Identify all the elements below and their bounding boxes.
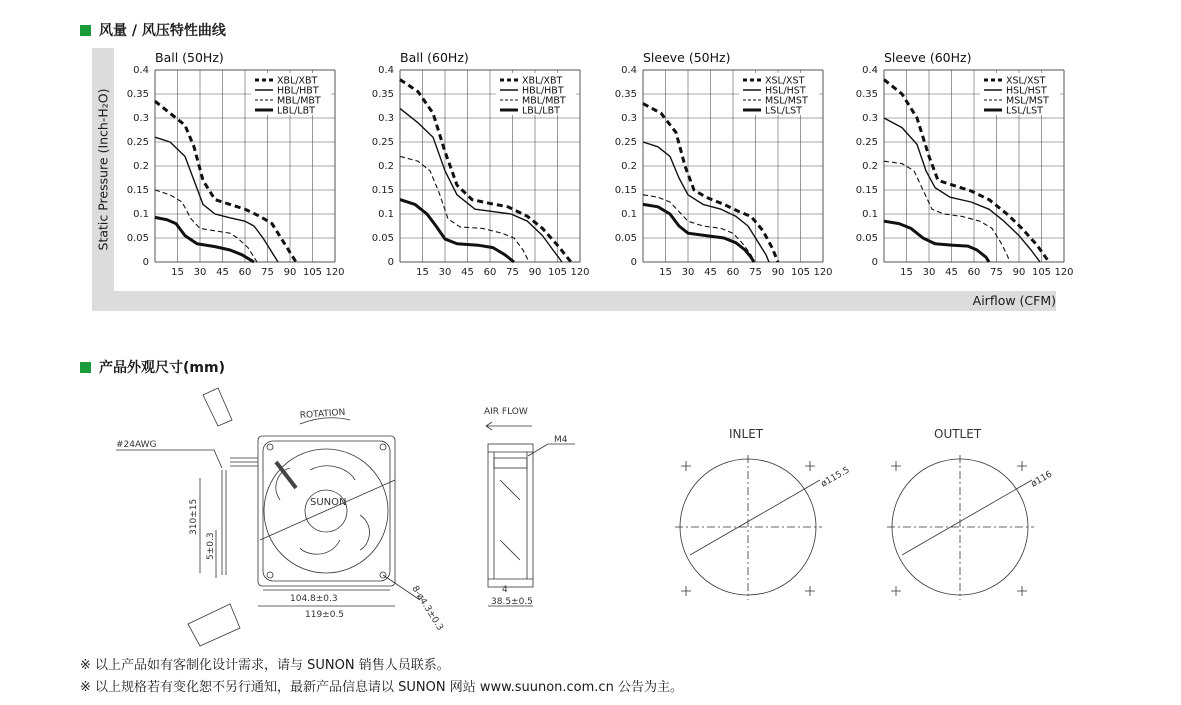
x-tick-label: 105 [1031,267,1052,278]
y-axis-label: Static Pressure (Inch-H₂O) [95,88,111,251]
inlet-diagram [675,455,822,600]
legend-label: HSL/HST [765,85,806,97]
y-tick-label: 0 [630,257,637,268]
y-tick-label: 0.15 [855,185,878,196]
chart-panel [856,50,1074,278]
y-tick-label: 0 [871,257,878,268]
lead-length-label: 310±15 [189,498,199,535]
inlet-label: INLET [729,427,764,441]
legend-label: LBL/LBT [277,105,315,117]
series-line [400,200,514,262]
series-line [643,142,769,262]
x-tick-label: 45 [461,267,474,278]
x-tick-label: 60 [726,267,740,278]
y-tick-label: 0.4 [621,65,637,76]
x-tick-label: 75 [749,267,762,278]
chart-title: Sleeve (50Hz) [643,50,731,65]
outlet-label: OUTLET [934,427,982,441]
x-tick-label: 105 [790,267,811,278]
x-tick-label: 15 [659,267,672,278]
x-tick-label: 120 [1054,267,1074,278]
x-tick-label: 45 [945,267,958,278]
x-tick-label: 105 [547,267,568,278]
y-tick-label: 0.15 [614,185,637,196]
x-tick-label: 15 [900,267,913,278]
y-tick-label: 0.25 [614,137,637,148]
fan-side-view [486,422,533,587]
y-tick-label: 0.05 [855,233,878,244]
x-tick-label: 60 [483,267,497,278]
dimension-drawing [0,380,1181,650]
note-line: ※ 以上产品如有客制化设计需求，请与 SUNON 销售人员联系。 [80,658,450,673]
legend-label: MSL/MST [1006,95,1049,107]
legend-label: MBL/MBT [522,95,566,107]
x-tick-label: 30 [922,267,936,278]
x-tick-label: 90 [1012,267,1026,278]
series-line [884,221,989,262]
y-tick-label: 0.1 [378,209,394,220]
dims-section-header [80,357,225,377]
fan-brand-label: SUNON [310,497,347,508]
y-tick-label: 0.3 [621,113,637,124]
x-tick-label: 45 [704,267,717,278]
fan-front-view [258,436,395,586]
y-tick-label: 0.25 [126,137,149,148]
legend-label: LSL/LST [1006,105,1043,117]
y-tick-label: 0.35 [126,89,149,100]
screw-label: M4 [554,435,568,445]
y-tick-label: 0.35 [855,89,878,100]
strip-length-label: 5±0.3 [206,532,216,560]
x-tick-label: 30 [193,267,207,278]
depth-label: 38.5±0.5 [491,597,533,607]
x-tick-label: 75 [506,267,519,278]
x-tick-label: 30 [681,267,695,278]
legend-label: MBL/MBT [277,95,321,107]
x-tick-label: 60 [967,267,981,278]
width-label: 119±0.5 [305,610,345,620]
section-marker-icon [80,362,91,373]
y-tick-label: 0.25 [855,137,878,148]
x-tick-label: 90 [771,267,785,278]
legend-label: MSL/MST [765,95,808,107]
y-tick-label: 0.15 [126,185,149,196]
y-tick-label: 0.35 [371,89,394,100]
x-tick-label: 75 [261,267,274,278]
y-tick-label: 0.2 [621,161,637,172]
x-tick-label: 120 [570,267,590,278]
x-tick-label: 45 [216,267,229,278]
legend-label: HSL/HST [1006,85,1047,97]
rotation-label: ROTATION [299,407,346,421]
chart-title: Ball (50Hz) [155,50,224,65]
x-tick-label: 120 [325,267,345,278]
y-tick-label: 0.1 [133,209,149,220]
y-tick-label: 0.05 [614,233,637,244]
y-tick-label: 0.1 [621,209,637,220]
y-tick-label: 0.2 [133,161,149,172]
y-tick-label: 0 [142,257,149,268]
pq-curve-charts [0,0,1181,320]
series-line [155,217,254,262]
curves-section-title: 风量 / 风压特性曲线 [99,23,226,39]
legend-label: XBL/XBT [277,75,318,87]
y-tick-label: 0.35 [614,89,637,100]
chart-title: Ball (60Hz) [400,50,469,65]
flange-label: 4 [502,585,508,595]
inlet-diameter-label: ø115.5 [819,465,852,490]
charts-svg [0,0,1181,320]
y-tick-label: 0.15 [371,185,394,196]
x-tick-label: 90 [528,267,542,278]
y-tick-label: 0.2 [862,161,878,172]
chart-panel [127,50,345,278]
chart-title: Sleeve (60Hz) [884,50,972,65]
awg-label: #24AWG [116,440,157,450]
x-tick-label: 75 [990,267,1003,278]
chart-panel [372,50,590,278]
airflow-label: AIR FLOW [484,407,528,417]
series-line [400,105,562,262]
y-tick-label: 0.05 [371,233,394,244]
y-tick-label: 0.3 [133,113,149,124]
y-tick-label: 0.4 [378,65,394,76]
x-axis-label: Airflow (CFM) [972,293,1056,308]
legend-label: XSL/XST [1006,75,1046,87]
x-tick-label: 60 [238,267,252,278]
footnotes [80,655,683,699]
series-line [155,190,257,262]
chart-panel [615,50,833,278]
y-tick-label: 0.3 [862,113,878,124]
y-tick-label: 0.05 [126,233,149,244]
x-tick-label: 105 [302,267,323,278]
y-tick-label: 0.3 [378,113,394,124]
x-tick-label: 120 [813,267,833,278]
x-tick-label: 15 [171,267,184,278]
dims-section-title: 产品外观尺寸(mm) [99,360,225,376]
legend-label: XSL/XST [765,75,805,87]
legend-label: HBL/HBT [277,85,319,97]
y-tick-label: 0 [387,257,394,268]
y-tick-label: 0.1 [862,209,878,220]
outlet-diameter-label: ø116 [1029,469,1055,490]
y-tick-label: 0.4 [133,65,149,76]
x-tick-label: 15 [416,267,429,278]
x-tick-label: 30 [438,267,452,278]
y-tick-label: 0.2 [378,161,394,172]
legend-label: LSL/LST [765,105,802,117]
y-tick-label: 0.4 [862,65,878,76]
legend-label: LBL/LBT [522,105,560,117]
hole-spacing-label: 104.8±0.3 [290,594,338,604]
series-line [643,195,754,262]
legend-label: XBL/XBT [522,75,563,87]
note-line: ※ 以上规格若有变化恕不另行通知，最新产品信息请以 SUNON 网站 www.suunon.com.cn 公告为主。 [80,680,683,695]
x-tick-label: 90 [283,267,297,278]
y-tick-label: 0.25 [371,137,394,148]
legend-label: HBL/HBT [522,85,564,97]
series-line [643,204,754,262]
outlet-diagram [887,455,1034,600]
holes-label: 8-ø4.3±0.3 [409,584,445,633]
